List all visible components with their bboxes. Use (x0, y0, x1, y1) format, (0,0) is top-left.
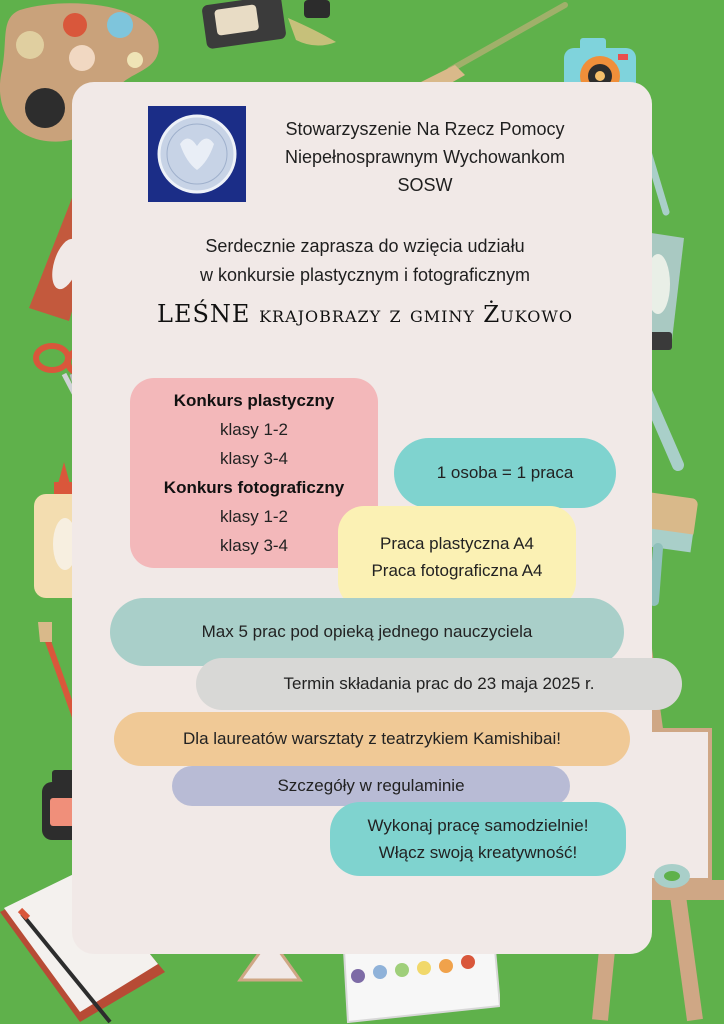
invitation-line-1: Serdecznie zaprasza do wzięcia udziału (205, 236, 525, 256)
art-contest-heading: Konkurs plastyczny (173, 391, 335, 410)
format-art: Praca plastyczna A4 (379, 534, 535, 553)
organization-name (250, 115, 600, 199)
organization-line-1: Stowarzyszenie Na Rzecz Pomocy (285, 119, 565, 139)
laureates-workshop-info: Dla laureatów warsztaty z teatrzykiem Kamishibai! (114, 712, 630, 766)
photo-grade-item: klasy 3-4 (219, 536, 289, 555)
contest-title (100, 300, 630, 328)
deadline-info: Termin składania prac do 23 maja 2025 r. (196, 658, 682, 710)
association-seal-icon (148, 106, 246, 202)
paint-tube-top-icon (196, 0, 346, 60)
closing-message (330, 802, 626, 876)
closing-line-2: Włącz swoją kreatywność! (378, 843, 578, 862)
art-grade-item: klasy 3-4 (219, 449, 289, 468)
organization-line-2: Niepełnosprawnym Wychowankom (285, 147, 565, 167)
format-box (338, 506, 576, 608)
organization-line-3: SOSW (397, 175, 453, 195)
title-first-word: LEŚNE (157, 300, 251, 328)
photo-grade-item: klasy 1-2 (219, 507, 289, 526)
title-rest: krajobrazy z gminy Żukowo (259, 302, 573, 328)
max-works-rule: Max 5 prac pod opieką jednego nauczyciela (110, 598, 624, 666)
tape-roll-icon (652, 862, 692, 890)
photo-contest-heading: Konkurs fotograficzny (163, 478, 345, 497)
format-photo: Praca fotograficzna A4 (371, 561, 543, 580)
one-person-rule: 1 osoba = 1 praca (394, 438, 616, 508)
art-grade-item: klasy 1-2 (219, 420, 289, 439)
closing-line-1: Wykonaj pracę samodzielnie! (367, 816, 589, 835)
invitation-line-2: w konkursie plastycznym i fotograficznym (199, 265, 531, 285)
details-in-regulations: Szczegóły w regulaminie (172, 766, 570, 806)
invitation-text (120, 232, 610, 290)
